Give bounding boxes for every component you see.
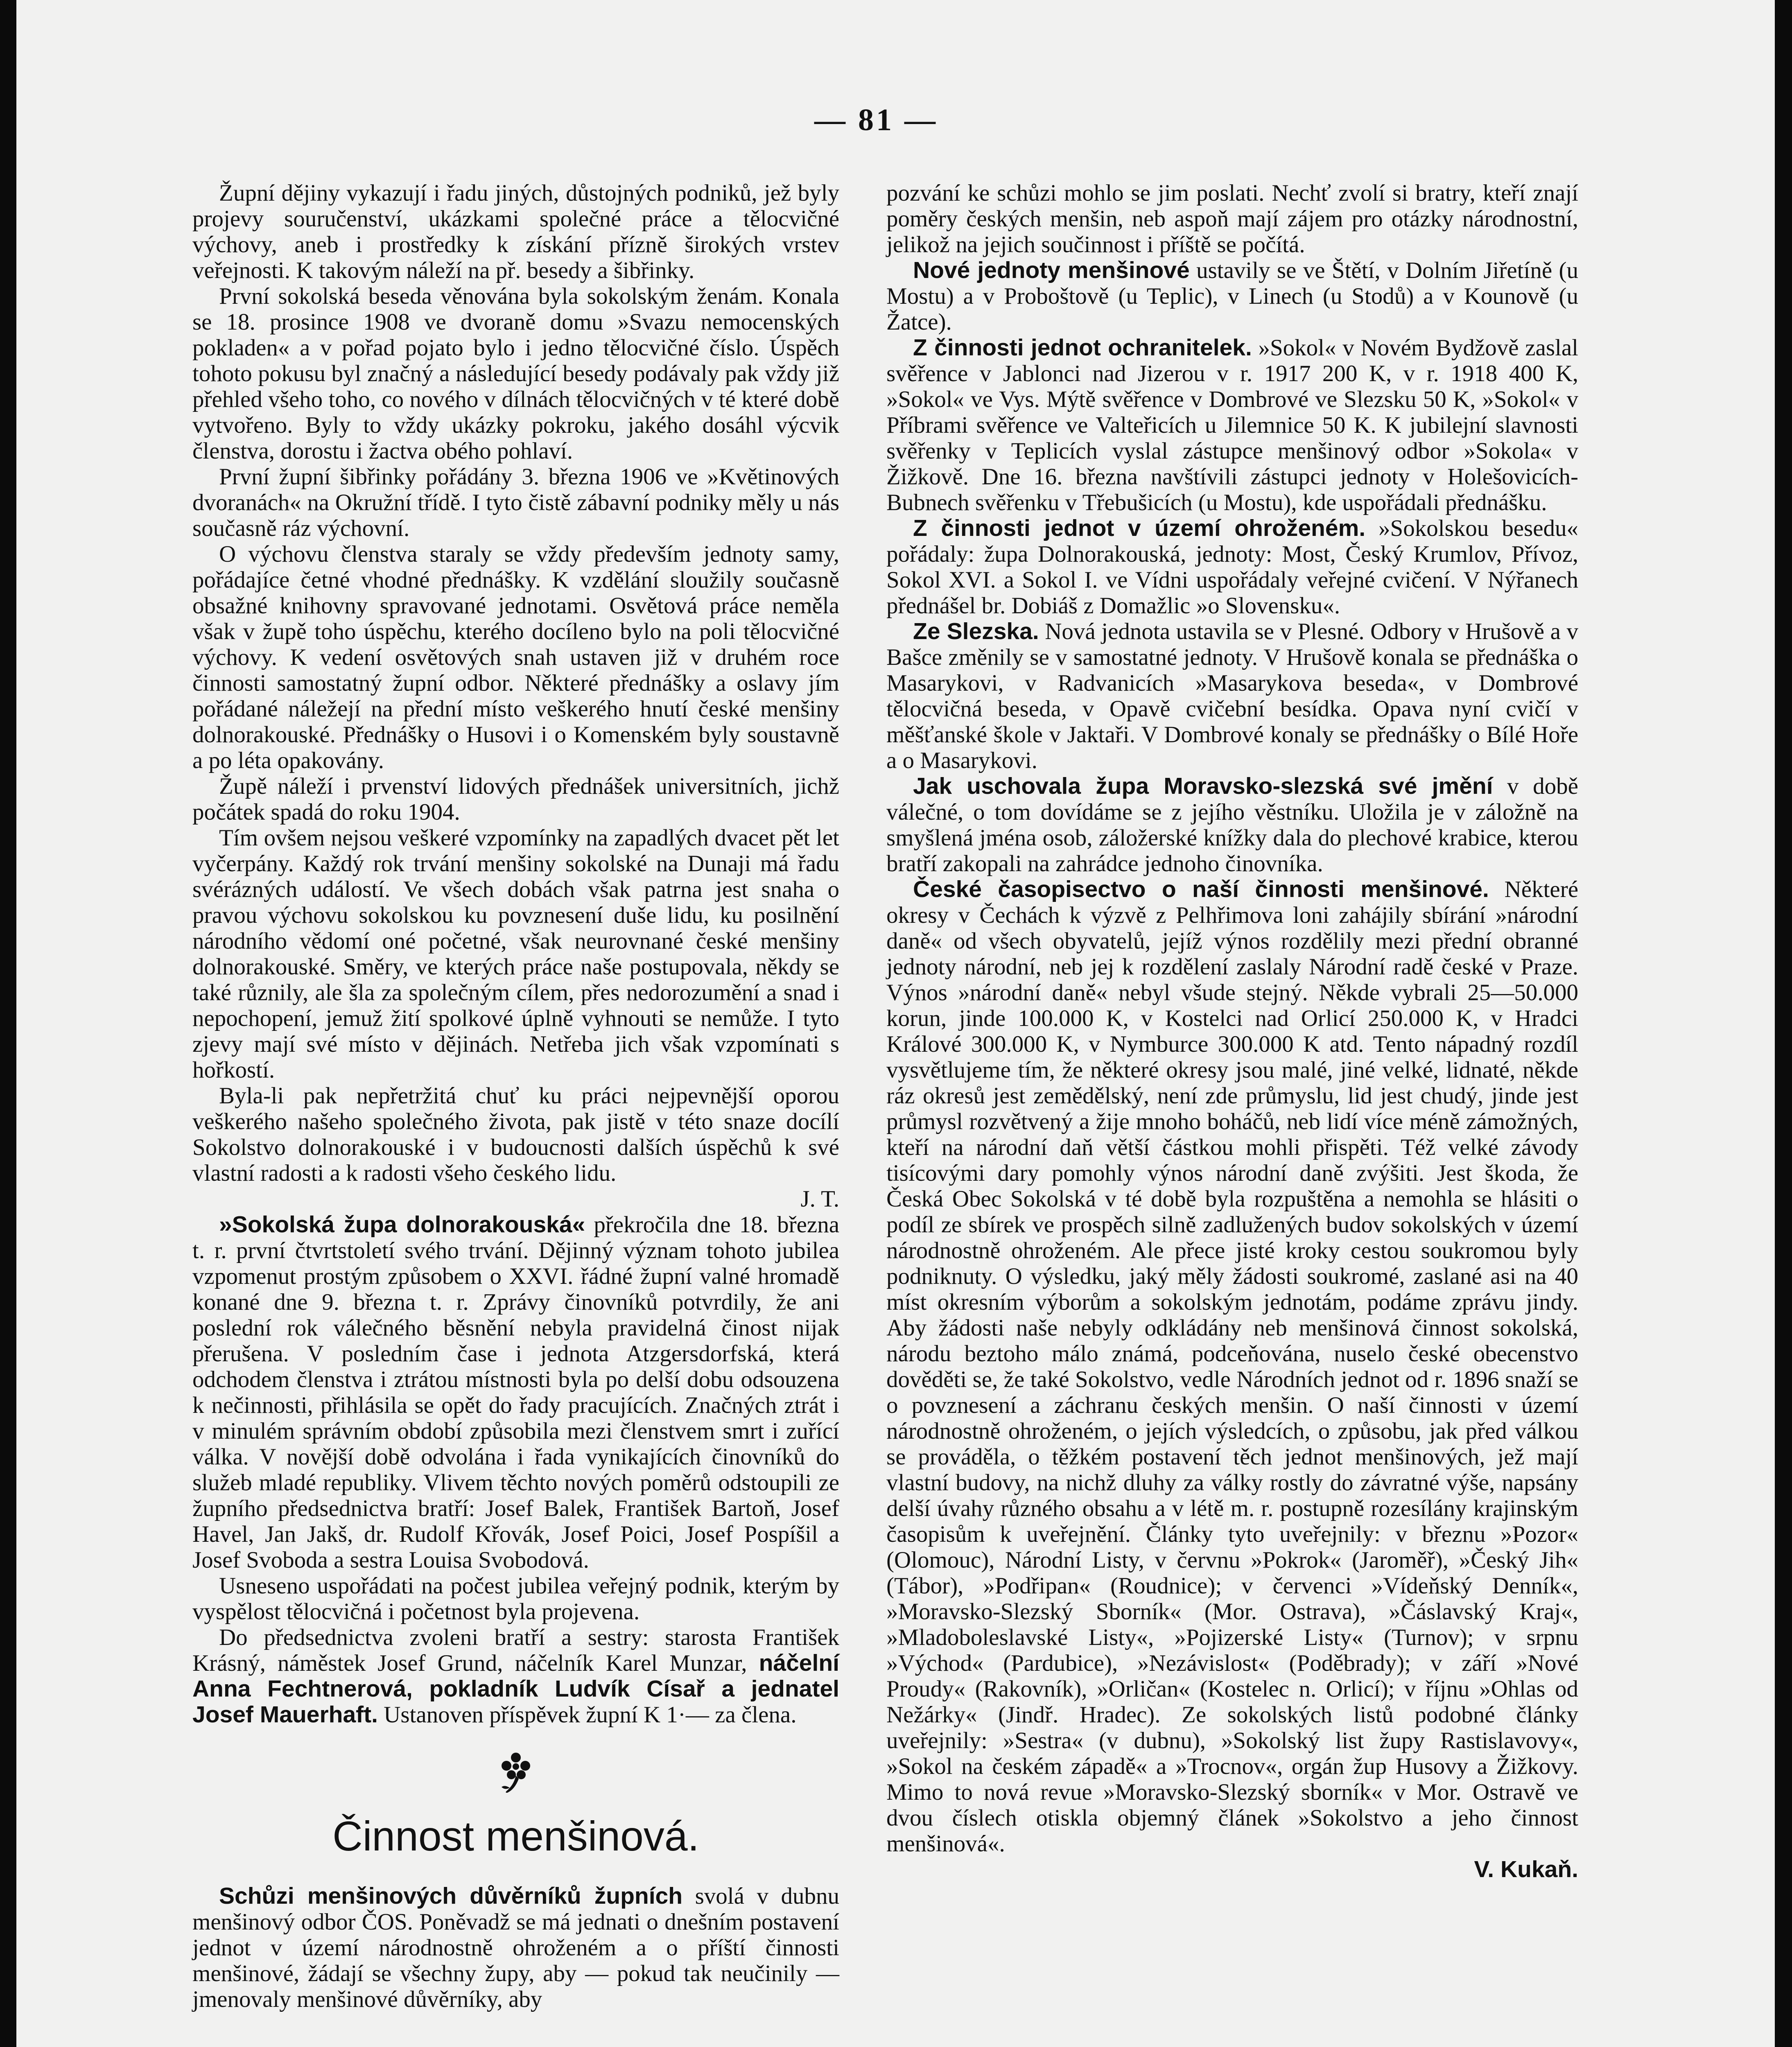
paragraph: První sokolská beseda věnována byla sokolským ženám. Konala se 18. prosince 1908 ve dvoraně domu »Svazu nemocenských pokladen« a v pořad pojato bylo i jedno tělocvičné číslo. Úspěch tohoto pokusu byl značný a následující besedy podávaly pak vždy již přehled všeho toho, co nového v dílnách tělocvičných v té které době vytvořeno. Byly to vždy ukázky pokroku, jakého dosáhl výcvik členstva, dorostu i žactva obého pohlaví. xyxy=(192,283,839,464)
paragraph-lead: Z činnosti jednot v území ohroženém. xyxy=(913,515,1366,541)
section-title: Činnost menšinová. xyxy=(332,1813,699,1859)
paragraph-lead: »Sokolská župa dolnorakouská« xyxy=(219,1211,585,1238)
paragraph-body: »Sokol« v Novém Bydžově zaslal svěřence v Jablonci nad Jizerou v r. 1917 200 K, v r. 1918 400 K, »Sokol« ve Vys. Mýtě svěřence v Dombrové ve Slezsku 50 K, »Sokol« v Příbrami svěřence ve Valteřicích u Jilemnice 50 K. K jubilejní slavnosti svěřenky v Teplicích vyslal zástupce menšinový odbor »Sokola« v Žižkově. Dne 16. března navštívili zástupci jednoty v Holešovicích-Bubnech svěřenku v Třebušicích (u Mostu), kde uspořádali přednášku. xyxy=(886,335,1578,515)
author-name: V. Kukaň. xyxy=(1474,1856,1578,1882)
paragraph-body: Ustanoven příspěvek župní K 1·— za člena. xyxy=(377,1702,797,1728)
author-signature: J. T. xyxy=(800,1186,839,1212)
paragraph xyxy=(886,619,1578,773)
paragraph: Župě náleží i prvenství lidových přednášek universitních, jichž počátek spadá do roku 1904. xyxy=(192,773,839,825)
paragraph: Byla-li pak nepřetržitá chuť ku práci nejpevnější oporou veškerého našeho společného života, pak jistě v této snaze docílí Sokolstvo dolnorakouské i v budoucnosti dalších úspěchů k své vlastní radosti a k radosti všeho českého lidu. xyxy=(192,1083,839,1186)
paragraph xyxy=(192,1883,839,2012)
paragraph-lead: Ze Slezska. xyxy=(913,618,1039,644)
paragraph xyxy=(886,515,1578,619)
paragraph-emphasis: náčelní Anna Fechtnerová, pokladník Ludvík Císař a jednatel Josef Mauerhaft. xyxy=(192,1650,839,1728)
paragraph: První župní šibřinky pořádány 3. března 1906 ve »Květinových dvoranách« na Okružní třídě. I tyto čistě zábavní podniky měly u nás současně ráz výchovní. xyxy=(192,464,839,541)
left-column xyxy=(192,180,839,2012)
paragraph xyxy=(192,1624,839,1728)
paragraph xyxy=(192,1212,839,1573)
paragraph: Usneseno uspořádati na počest jubilea veřejný podnik, kterým by vyspělost tělocvičná i početnost byla projevena. xyxy=(192,1573,839,1624)
paragraph-body: Některé okresy v Čechách k výzvě z Pelhřimova loni zahájily sbírání »národní daně« od všech obyvatelů, jejíž výnos rozdělily mezi přední obranné jednoty národní, neb jej k rozdělení zaslaly Národní radě české v Praze. Výnos »národní daně« nebyl všude stejný. Někde vybrali 25—50.000 korun, jinde 100.000 K, v Kostelci nad Orlicí 250.000 K, v Hradci Králové 300.000 K, v Nymburce 300.000 K atd. Tento nápadný rozdíl vysvětlujeme tím, že některé okresy jsou malé, jiné velké, lidnaté, někde ráz okresů jest zemědělský, není zde průmyslu, lid jest chudý, jinde jest průmysl rozvětvený a žije mnoho boháčů, neb lidí více méně zámožných, kteří na národní daň větší částkou mohli přispěti. Též velké závody tisícovými dary pomohly výnos národní daně zvýšiti. Jest škoda, že Česká Obec Sokolská v té době byla rozpuštěna a nemohla se hlásiti o podíl ze sbírek ve prospěch silně zadlužených budov sokolských v území národnostně ohroženém. Ale přece jisté kroky cestou soukromou byly podniknuty. O výsledku, jaký měly žádosti soukromé, zaslané asi na 40 míst okresním výborům a sokolským jednotám, podáme zprávu jindy. Aby žádosti naše nebyly odkládány neb menšinová činnost sokolská, národu beztoho málo známá, podceňována, nuselo české obecenstvo dověděti se, že také Sokolstvo, vedle Národních jednot od r. 1896 snaží se o povznesení a záchranu českých menšin. O naší činnosti v území národnostně ohroženém, o jejích výsledcích, o způsobu, jak před válkou se prováděla, o těžkém postavení těch jednot menšinových, jež mají vlastní budovy, na nichž dluhy za války rostly do závratné výše, napsány delší úvahy různého obsahu a v létě m. r. postupně rozesílány krajinským časopisům k uveřejnění. Články tyto uveřejnily: v březnu »Pozor« (Olomouc), Národní Listy, v červnu »Pokrok« (Jaroměř), »Český Jih« (Tábor), »Podřipan« (Roudnice); v červenci »Vídeňský Denník«, »Moravsko-Slezský Sborník« (Mor. Ostrava), »Čáslavský Kraj«, »Mladoboleslavské Listy«, »Pojizerské Listy« (Turnov); v srpnu »Východ« (Pardubice), »Nezávislost« (Poděbrady); v září »Nové Proudy« (Rakovník), »Orličan« (Kostelec n. Orlicí); v říjnu »Ohlas od Nežárky« (Jindř. Hradec). Ze sokolských listů podobné články uveřejnily: »Sestra« (v dubnu), »Sokolský list župy Rastislavovy«, »Sokol na českém západě« a »Trocnov«, orgán žup Husovy a Žižkovy. Mimo to nová revue »Moravsko-Slezský sborník« v Mor. Ostravě ve dvou číslech otiskla objemný článek »Sokolstvo a jeho činnost menšinová«. xyxy=(886,877,1578,1857)
paragraph-body: Do předsednictva zvoleni bratří a sestry: starosta František Krásný, náměstek Josef Grund, náčelník Karel Munzar, xyxy=(192,1624,839,1676)
paragraph-body: »Sokolskou besedu« pořádaly: župa Dolnorakouská, jednoty: Most, Český Krumlov, Přívoz, Sokol XVI. a Sokol I. ve Vídni uspořádaly veřejné cvičení. V Nýřanech přednášel br. Dobiáš z Domažlic »o Slovensku«. xyxy=(886,515,1579,619)
paragraph-lead: Schůzi menšinových důvěrníků župních xyxy=(219,1883,683,1909)
paragraph: Tím ovšem nejsou veškeré vzpomínky na zapadlých dvacet pět let vyčerpány. Každý rok trvání menšiny sokolské na Dunaji má řadu svérázných událostí. Ve všech dobách však patrna jest snaha o pravou výchovu sokolskou ku povznesení duše lidu, ku posilnění národního vědomí oné početné, však neurovnané české menšiny dolnorakouské. Směry, ve kterých práce naše postupovala, někdy se také různily, ale šla za společným cílem, přes nedorozumění a snad i nepochopení, jemuž žití spolkové úplně vyhnouti se nemůže. I tyto zjevy mají své místo v dějinách. Netřeba jich však vzpomínati s hořkostí. xyxy=(192,825,839,1083)
scan-border-left xyxy=(0,0,16,2047)
paragraph-body: ustavily se ve Štětí, v Dolním Jiřetíně (u Mostu) a v Proboštově (u Teplic), v Linech (u Stodů) a v Kounově (u Žatce). xyxy=(886,258,1578,335)
paragraph xyxy=(886,258,1578,335)
paragraph: O výchovu členstva staraly se vždy především jednoty samy, pořádajíce četné vhodné přednášky. K vzdělání sloužily současně obsažné knihovny spravované jednotami. Osvětová práce neměla však v župě toho úspěchu, kterého docíleno bylo na poli tělocvičné výchovy. K vedení osvětových snah ustaven již v druhém roce činnosti samostatný župní odbor. Některé přednášky a oslavy jím pořádané náležejí na přední místo veškerého hnutí české menšiny dolnorakouské. Přednášky o Husovi i o Komenském byly soustavně a po léta opakovány. xyxy=(192,541,839,773)
paragraph xyxy=(886,335,1578,515)
paragraph-body: svolá v dubnu menšinový odbor ČOS. Poněvadž se má jednati o dnešním postavení jednot v území národnostně ohroženém a o příští činnosti menšinové, žádají se všechny župy, aby — pokud tak neučinily — jmenovaly menšinové důvěrníky, aby xyxy=(192,1883,839,2012)
page-number: — 81 — xyxy=(814,103,938,137)
paragraph-lead: České časopisectvo o naší činnosti menšinové. xyxy=(913,876,1489,902)
paragraph: Župní dějiny vykazují i řadu jiných, důstojných podniků, jež byly projevy souručenství, ukázkami společné práce a tělocvičné výchovy, aneb i prostředky k získání přízně širokých vrstev veřejnosti. K takovým náleží na př. besedy a šibřinky. xyxy=(192,180,839,283)
paragraph-body: Nová jednota ustavila se v Plesné. Odbory v Hrušově a v Bašce změnily se v samostatné jednoty. V Hrušově konala se přednáška o Masarykovi, v Radvanicích »Masarykova beseda«, v Dombrové tělocvičná beseda, v Opavě cvičební besídka. Opava nyní cvičí v měšťanské škole v Jaktaři. V Dombrové konaly se přednášky o Bílé Hoře a o Masarykovi. xyxy=(886,619,1578,773)
right-column xyxy=(886,180,1578,1882)
paragraph xyxy=(886,877,1578,1857)
scan-border-right xyxy=(1775,0,1792,2047)
author-signature xyxy=(886,1857,1578,1882)
paragraph: pozvání ke schůzi mohlo se jim poslati. Nechť zvolí si bratry, kteří znají poměry českých menšin, neb aspoň mají zájem pro otázky národnostní, jelikož na jejich součinnost i příště se počítá. xyxy=(886,180,1578,258)
paragraph-lead: Nové jednoty menšinové xyxy=(913,257,1190,283)
paragraph-body: v době válečné, o tom dovídáme se z jejího věstníku. Uložila je v záložně na smyšlená jména osob, záložerské knížky dala do plechové krabice, kterou bratří zakopali na zahrádce jednoho činovníka. xyxy=(886,773,1578,877)
ornament-icon xyxy=(192,1750,839,1795)
paragraph-lead: Jak uschovala župa Moravsko-slezská své jmění xyxy=(913,773,1493,799)
paragraph-lead: Z činnosti jednot ochranitelek. xyxy=(913,334,1252,361)
paragraph-body: překročila dne 18. března t. r. první čtvrtstoletí svého trvání. Dějinný význam tohoto jubilea vzpomenut prostým způsobem o XXVI. řádné župní valné hromadě konané dne 9. března t. r. Zprávy činovníků potvrdily, že ani poslední rok válečného běsnění nebyla pravidelná činost nijak přerušena. V posledním čase i jednota Atzgersdorfská, která odchodem členstva i ztrátou místnosti byla po delší dobu odsouzena k nečinnosti, přihlásila se opět do řady pracujících. Značných ztrát i v minulém správním období způsobila mezi členstvem smrt i zuřící válka. V novější době odvolána i řada vynikajících činovníků do služeb mladé republiky. Vlivem těchto nových poměrů odstoupili ze župního předsednictva bratří: Josef Balek, František Bartoň, Josef Havel, Jan Jakš, dr. Rudolf Křovák, Josef Poici, Josef Pospíšil a Josef Svoboda a sestra Louisa Svobodová. xyxy=(192,1212,839,1573)
paragraph xyxy=(886,773,1578,877)
